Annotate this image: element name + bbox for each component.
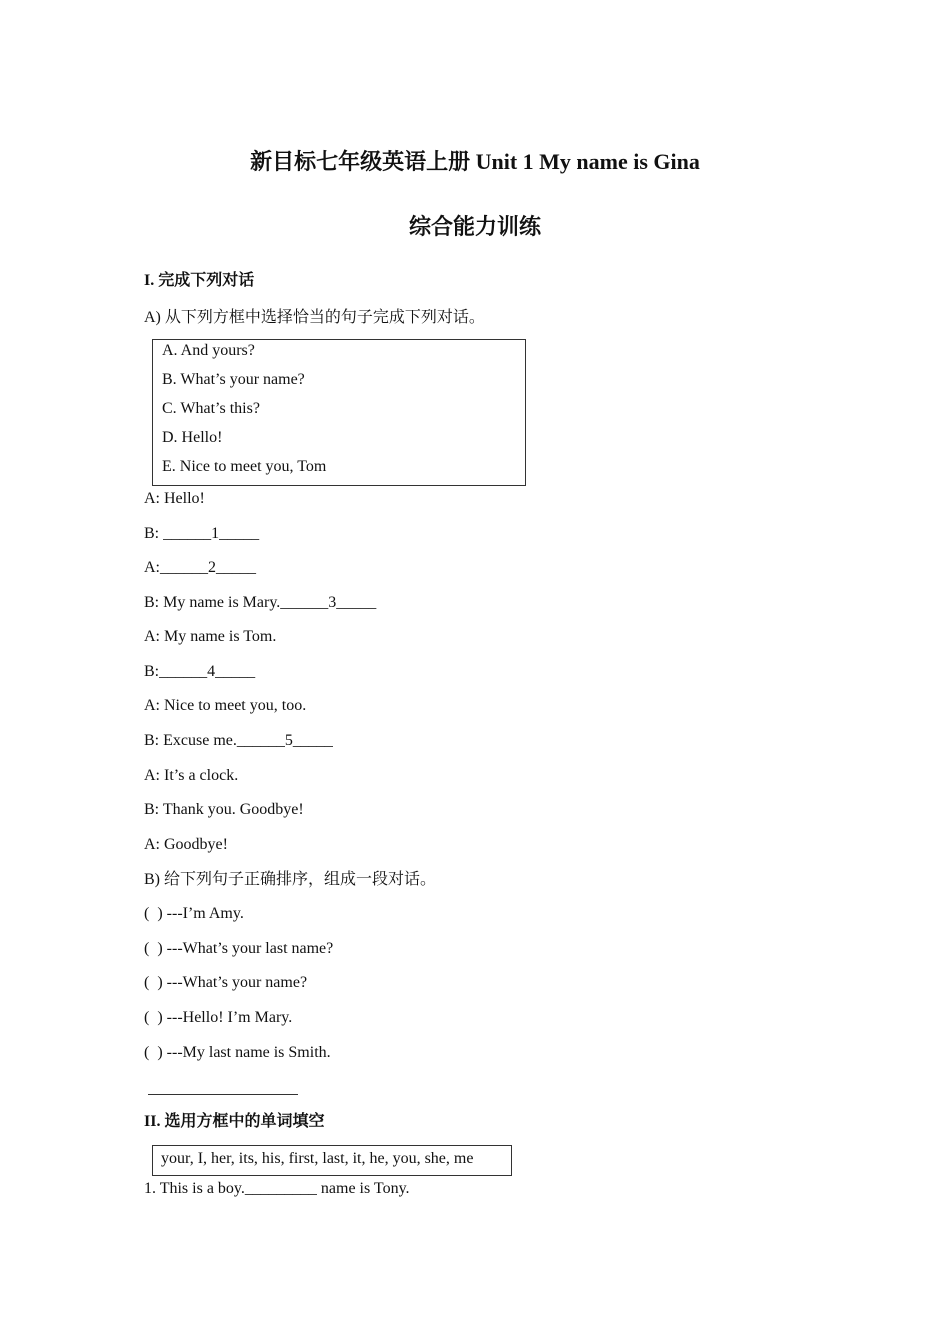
dialogue-line: A: It’s a clock.	[144, 767, 239, 784]
dialogue-line: A: Goodbye!	[144, 836, 228, 853]
ordering-item: ( ) ---My last name is Smith.	[144, 1044, 331, 1061]
option-e: E. Nice to meet you, Tom	[162, 458, 327, 475]
word-bank-box	[152, 1145, 512, 1176]
option-b: B. What’s your name?	[162, 371, 305, 388]
fill-question: 1. This is a boy._________ name is Tony.	[144, 1180, 410, 1197]
dialogue-line: B: ______1_____	[144, 525, 260, 542]
part-b-instruction: B) 给下列句子正确排序，组成一段对话。	[144, 871, 437, 888]
dialogue-line: B: Excuse me.______5_____	[144, 732, 333, 749]
dialogue-line: A: Nice to meet you, too.	[144, 697, 307, 714]
dialogue-line: B: My name is Mary.______3_____	[144, 594, 377, 611]
part-a-instruction: A) 从下列方框中选择恰当的句子完成下列对话。	[144, 309, 485, 326]
dialogue-line: A: My name is Tom.	[144, 628, 277, 645]
document-subtitle: 综合能力训练	[408, 214, 541, 239]
ordering-item: ( ) ---What’s your last name?	[144, 940, 334, 957]
section-1-heading: I. 完成下列对话	[144, 272, 255, 289]
dialogue-line: B: Thank you. Goodbye!	[144, 801, 304, 818]
ordering-item: ( ) ---Hello! I’m Mary.	[144, 1009, 293, 1026]
section-2-heading: II. 选用方框中的单词填空	[144, 1113, 325, 1130]
dialogue-line: A:______2_____	[144, 559, 256, 576]
separator-rule	[148, 1094, 298, 1095]
options-box	[152, 339, 526, 486]
option-d: D. Hello!	[162, 429, 223, 446]
option-a: A. And yours?	[162, 342, 255, 359]
ordering-item: ( ) ---I’m Amy.	[144, 905, 244, 922]
word-bank: your, I, her, its, his, first, last, it, he, you, she, me	[161, 1150, 474, 1167]
option-c: C. What’s this?	[162, 400, 260, 417]
dialogue-line: A: Hello!	[144, 490, 205, 507]
document-title: 新目标七年级英语上册 Unit 1 My name is Gina	[250, 149, 700, 174]
ordering-item: ( ) ---What’s your name?	[144, 974, 308, 991]
dialogue-line: B:______4_____	[144, 663, 256, 680]
